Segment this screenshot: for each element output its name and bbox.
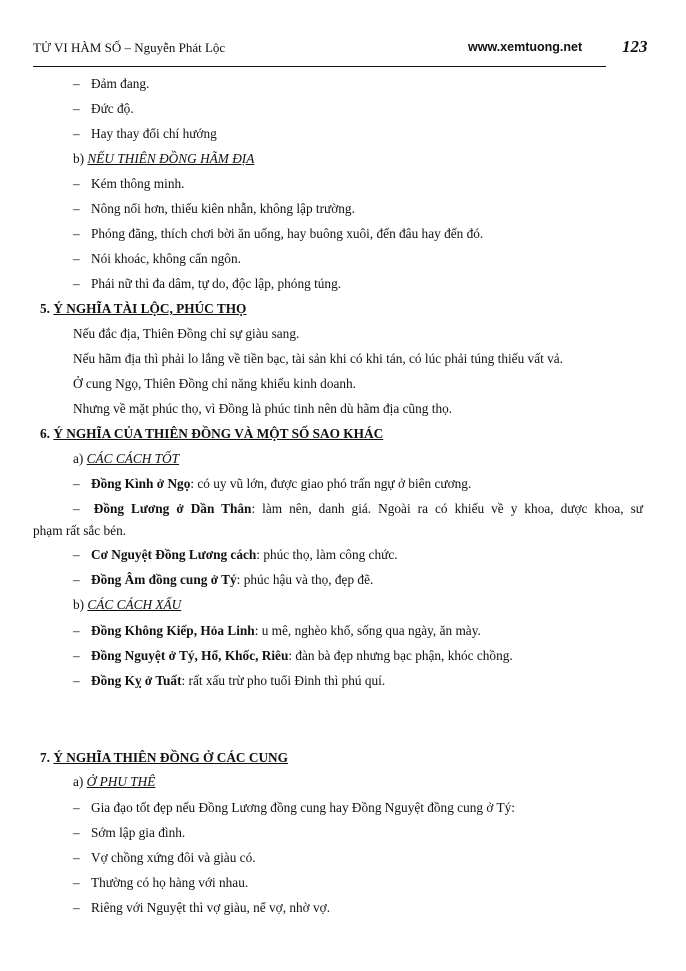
item-text: Thường có họ hàng với nhau. <box>91 875 249 890</box>
section-heading-7 <box>40 750 288 766</box>
item-term: Đồng Nguyệt ở Tý, Hổ, Khốc, Riêu <box>91 648 289 663</box>
section-heading-6 <box>40 426 383 442</box>
dash: – <box>73 547 80 562</box>
paragraph: Nhưng về mặt phúc thọ, vì Đồng là phúc tinh nên dù hãm địa cũng thọ. <box>73 401 453 416</box>
item-term: Đồng Kình ở Ngọ <box>91 476 191 491</box>
item-text: : có uy vũ lớn, được giao phó trấn ngự ở biên cương. <box>190 476 472 491</box>
item-term: Đồng Lương ở Dần Thân <box>93 501 252 516</box>
sub-prefix: b) <box>73 597 85 612</box>
dash: – <box>73 276 80 291</box>
page-header <box>33 37 649 62</box>
dash: – <box>73 825 80 840</box>
dash: – <box>73 176 80 191</box>
item-text: Đảm đang. <box>91 76 150 91</box>
item-text: : đàn bà đẹp nhưng bạc phận, khóc chồng. <box>288 648 513 663</box>
item-term: Đồng Âm đồng cung ở Tý <box>91 572 237 587</box>
section-number: 6. <box>40 426 50 441</box>
subheading-b-ham-dia <box>73 151 254 167</box>
page-number: 123 <box>622 37 648 56</box>
item-text: : u mê, nghèo khổ, sống qua ngày, ăn mày. <box>254 623 481 638</box>
dash: – <box>73 126 80 141</box>
section-title: Ý NGHĨA THIÊN ĐỒNG Ở CÁC CUNG <box>53 750 289 765</box>
book-title: TỬ VI HÀM SỐ – Nguyễn Phát Lộc <box>33 40 226 55</box>
item-text: Nông nổi hơn, thiếu kiên nhẫn, không lập trường. <box>91 201 355 216</box>
paragraph: Nếu hãm địa thì phải lo lắng về tiền bạc, tài sản khi có khi tán, có lúc phải túng thiếu vất vả. <box>73 351 564 366</box>
item-text: Riêng với Nguyệt thì vợ giàu, nể vợ, nhờ vợ. <box>91 900 331 915</box>
header-divider <box>33 66 606 67</box>
dash: – <box>73 875 80 890</box>
dash: – <box>73 673 80 688</box>
item-term: Đồng Không Kiếp, Hỏa Linh <box>91 623 255 638</box>
dash: – <box>73 850 80 865</box>
dash: – <box>73 648 80 663</box>
dash: – <box>73 623 80 638</box>
website-url: www.xemtuong.net <box>468 40 583 54</box>
item-text: Vợ chồng xứng đôi và giàu có. <box>91 850 256 865</box>
sub-prefix: a) <box>73 451 84 466</box>
dash: – <box>73 800 80 815</box>
sub-label: CÁC CÁCH XẤU <box>87 597 182 612</box>
dash: – <box>73 476 80 491</box>
item-text: : phúc thọ, làm công chức. <box>256 547 398 562</box>
subheading-a-phu-the <box>73 774 155 790</box>
item-text: Phái nữ thì đa dâm, tự do, độc lập, phóng túng. <box>91 276 342 291</box>
sub-label: NẾU THIÊN ĐỒNG HÃM ĐỊA <box>87 151 255 166</box>
sub-label: CÁC CÁCH TỐT <box>86 451 180 466</box>
dash: – <box>73 226 80 241</box>
sub-prefix: b) <box>73 151 85 166</box>
section-title: Ý NGHĨA CỦA THIÊN ĐỒNG VÀ MỘT SỐ SAO KHÁC <box>53 426 384 441</box>
dash: – <box>73 251 80 266</box>
section-number: 5. <box>40 301 50 316</box>
dash: – <box>73 501 80 516</box>
item-text: : rất xấu trừ pho tuổi Đinh thì phú quí. <box>181 673 386 688</box>
dash: – <box>73 572 80 587</box>
list-item-justified <box>73 501 643 517</box>
item-text: Kém thông minh. <box>91 176 185 191</box>
item-term: Cơ Nguyệt Đồng Lương cách <box>91 547 257 562</box>
dash: – <box>73 900 80 915</box>
subheading-b-cach-xau <box>73 597 181 613</box>
section-title: Ý NGHĨA TÀI LỘC, PHÚC THỌ <box>53 301 247 316</box>
dash: – <box>73 76 80 91</box>
item-text: Đức độ. <box>91 101 134 116</box>
paragraph: Ở cung Ngọ, Thiên Đồng chỉ năng khiếu kinh doanh. <box>73 376 357 391</box>
dash: – <box>73 101 80 116</box>
dash: – <box>73 201 80 216</box>
subheading-a-cach-tot <box>73 451 179 467</box>
item-text: Sớm lập gia đình. <box>91 825 186 840</box>
item-text: : phúc hậu và thọ, đẹp đẽ. <box>236 572 374 587</box>
item-text: : làm nên, danh giá. Ngoài ra có khiếu về y khoa, dược khoa, sư <box>251 501 643 516</box>
section-number: 7. <box>40 750 50 765</box>
list-item-continuation: phạm rất sắc bén. <box>33 523 127 538</box>
sub-label: Ở PHU THÊ <box>86 774 156 789</box>
item-text: Nói khoác, không cẩn ngôn. <box>91 251 241 266</box>
item-text: Gia đạo tốt đẹp nếu Đồng Lương đồng cung hay Đồng Nguyệt đồng cung ở Tý: <box>91 800 515 815</box>
sub-prefix: a) <box>73 774 84 789</box>
item-text: Hay thay đổi chí hướng <box>91 126 217 141</box>
item-term: Đồng Kỵ ở Tuất <box>91 673 182 688</box>
item-text: Phóng đãng, thích chơi bời ăn uống, hay buông xuôi, đến đâu hay đến đó. <box>91 226 484 241</box>
section-heading-5 <box>40 301 246 317</box>
paragraph: Nếu đắc địa, Thiên Đồng chỉ sự giàu sang. <box>73 326 300 341</box>
